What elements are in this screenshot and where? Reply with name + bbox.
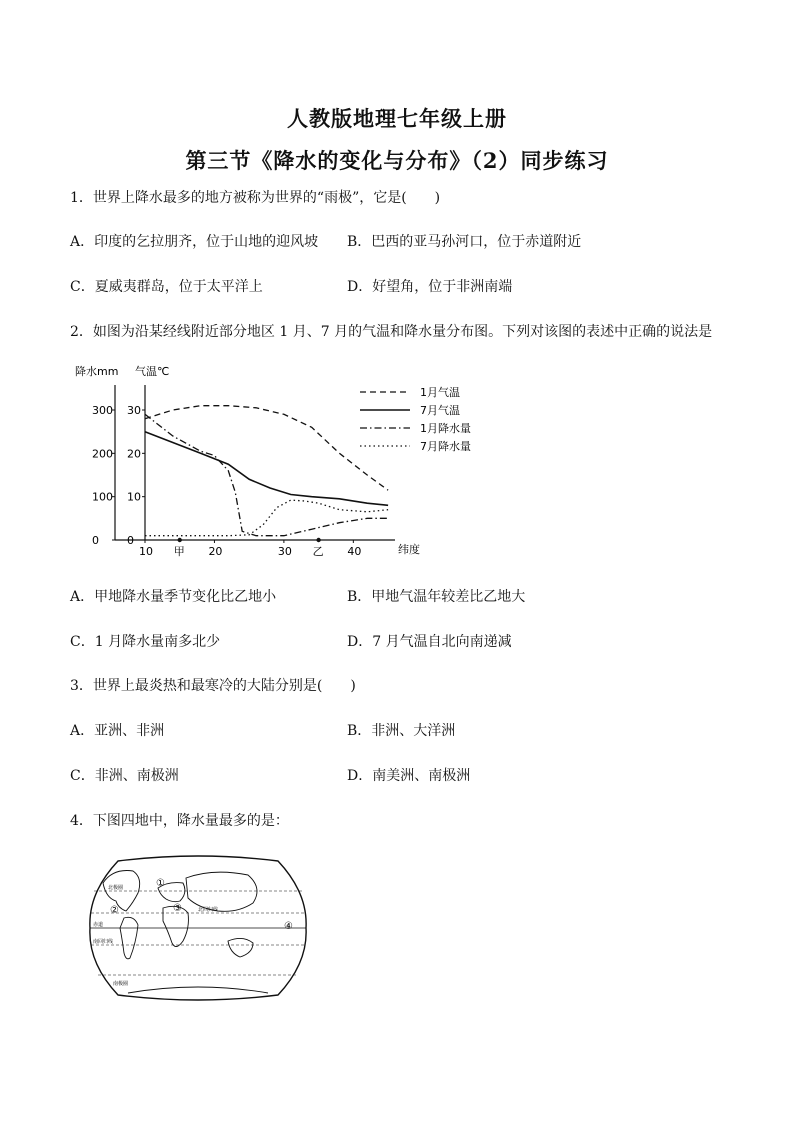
- series-line-0: [145, 406, 388, 491]
- x-tick-label: 10: [139, 545, 153, 558]
- chart-svg: [70, 360, 490, 560]
- arctic-circle-label: 北极圈: [108, 885, 124, 891]
- question-2-option-d: D．7 月气温自北向南递减: [347, 634, 512, 650]
- equator-label: 赤道: [93, 922, 104, 928]
- question-1-option-a: A．印度的乞拉朋齐，位于山地的迎风坡: [70, 234, 319, 250]
- document-title: 人教版地理七年级上册: [287, 106, 507, 131]
- legend-label: 1月降水量: [420, 422, 471, 435]
- x-location-dot: [178, 538, 182, 542]
- series-line-1: [145, 432, 388, 506]
- y-right-tick-label: 20: [127, 447, 141, 461]
- world-map-svg: [88, 853, 308, 1003]
- question-1-option-b: B．巴西的亚马孙河口，位于赤道附近: [347, 234, 582, 250]
- question-4-stem: 4．下图四地中，降水量最多的是：: [70, 813, 289, 829]
- series-lines: [145, 406, 388, 536]
- x-tick-label: 甲: [173, 545, 185, 558]
- map-marker-2: ②: [110, 905, 119, 916]
- question-1-option-d: D．好望角，位于非洲南端: [347, 279, 513, 295]
- question-3-stem: 3．世界上最炎热和最寒冷的大陆分别是( ): [70, 678, 356, 694]
- tropic-of-capricorn-label: 南回归线: [93, 939, 114, 945]
- y-right-tick-label: 0: [127, 534, 134, 547]
- question-2-option-c: C．1 月降水量南多北少: [70, 634, 221, 650]
- series-line-2: [145, 414, 388, 535]
- question-3-option-b: B．非洲、大洋洲: [347, 723, 456, 739]
- y-left-tick-label: 0: [92, 534, 99, 547]
- question-2-option-b: B．甲地气温年较差比乙地大: [347, 589, 526, 605]
- x-axis-label: 纬度: [398, 543, 420, 556]
- question-1-stem: 1．世界上降水最多的地方被称为世界的“雨极”，它是( ): [70, 190, 441, 206]
- series-line-3: [145, 500, 388, 536]
- x-tick-label: 乙: [312, 545, 324, 558]
- question-2-stem: 2．如图为沿某经线附近部分地区 1 月、7 月的气温和降水量分布图。下列对该图的表述中正确的说法是: [70, 324, 713, 340]
- document-subtitle: 第三节《降水的变化与分布》（2）同步练习: [185, 148, 609, 173]
- y-right-tick-label: 10: [127, 490, 141, 504]
- question-3-option-a: A．亚洲、非洲: [70, 723, 165, 739]
- x-tick-label: 20: [208, 545, 223, 558]
- right-axis-label: 气温℃: [135, 365, 170, 378]
- question-2-option-a: A．甲地降水量季节变化比乙地小: [70, 589, 277, 605]
- world-map: [88, 853, 308, 1007]
- x-tick-label: 30: [277, 545, 292, 558]
- chart-legend: [360, 385, 471, 453]
- tropic-of-cancer-label: 北回归线: [198, 907, 219, 913]
- question-3-option-d: D．南美洲、南极洲: [347, 768, 471, 784]
- x-location-dot: [316, 538, 320, 542]
- question-3-option-c: C．非洲、南极洲: [70, 768, 179, 784]
- map-marker-4: ④: [284, 921, 293, 932]
- question-1-option-c: C．夏威夷群岛，位于太平洋上: [70, 279, 263, 295]
- axis-ticks: [92, 404, 361, 558]
- x-tick-label: 40: [347, 545, 362, 558]
- antarctic-circle-label: 南极圈: [113, 981, 129, 987]
- y-left-tick-label: 100: [92, 490, 113, 504]
- y-right-tick-label: 30: [127, 404, 141, 417]
- y-left-tick-label: 200: [92, 447, 113, 461]
- legend-label: 1月气温: [420, 386, 460, 399]
- legend-label: 7月降水量: [420, 440, 471, 453]
- map-marker-1: ①: [156, 878, 165, 889]
- y-left-tick-label: 300: [92, 404, 113, 417]
- legend-label: 7月气温: [420, 404, 460, 417]
- temperature-precipitation-chart: [70, 360, 490, 564]
- map-marker-3: ③: [173, 903, 182, 914]
- left-axis-label: 降水mm: [75, 365, 119, 378]
